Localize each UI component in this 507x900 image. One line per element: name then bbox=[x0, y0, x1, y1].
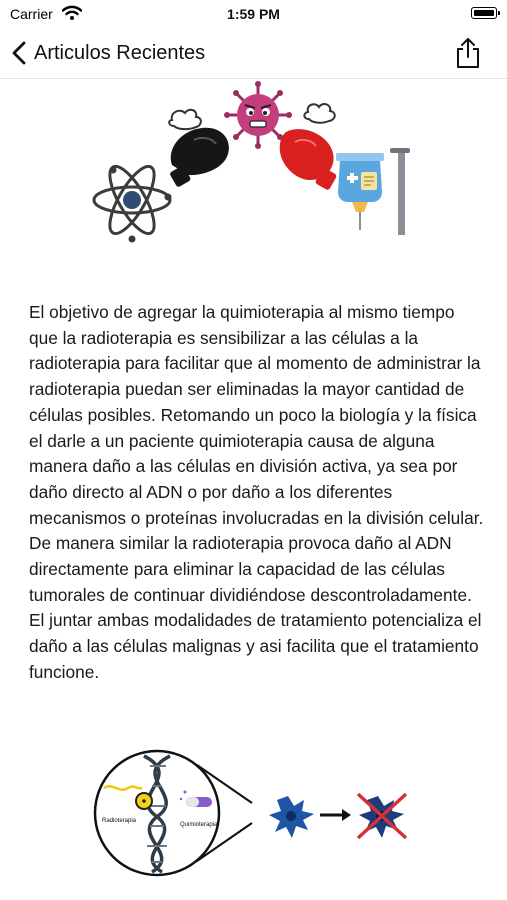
label-radioterapia: Radioterapia bbox=[102, 818, 137, 824]
destroyed-cell-icon bbox=[358, 794, 406, 838]
iv-drip-icon bbox=[336, 148, 410, 235]
smoke-puff-right-icon bbox=[304, 104, 334, 123]
page-title: Articulos Recientes bbox=[34, 41, 206, 64]
back-button[interactable] bbox=[12, 38, 205, 68]
black-boxing-glove-icon bbox=[169, 128, 229, 188]
status-time: 1:59 PM bbox=[227, 6, 280, 22]
combined-therapy-illustration bbox=[92, 748, 422, 878]
carrier-label: Carrier bbox=[10, 6, 53, 22]
red-boxing-glove-icon bbox=[280, 129, 338, 191]
radiochemo-illustration bbox=[90, 80, 415, 250]
arrow-right-icon bbox=[320, 809, 351, 821]
chevron-left-icon bbox=[12, 41, 26, 65]
atom-icon bbox=[94, 161, 172, 243]
share-icon[interactable] bbox=[455, 37, 481, 69]
article-body: El objetivo de agregar la quimioterapia al mismo tiempo que la radioterapia es sensibilizar a las células a la radioterapia para facilitar que al momento de administrar la radioterapia puedan ser eliminadas la mayor cantidad de células posibles. Retomando un poco la biología y la física el darle a un paciente quimioterapia causa de alguna manera daño a las células en división activa, ya sea por daño directo al ADN o por daño a los diferentes mecanismos o proteínas involucradas en la división celular. De manera similar la radioterapia provoca daño al ADN directamente para eliminar la capacidad de las células tumorales de continuar dividiéndose descontroladamente. El juntar ambas modalidades de tratamiento potencializa el daño a las células malignas y asi facilita que el tratamiento funcione. bbox=[29, 302, 484, 682]
battery-icon bbox=[471, 7, 497, 19]
navigation-bar bbox=[0, 28, 507, 79]
status-bar bbox=[0, 0, 507, 28]
therapy-circle bbox=[95, 751, 252, 875]
smoke-puff-left-icon bbox=[169, 110, 201, 129]
cancer-cell-icon bbox=[269, 796, 314, 838]
label-quimioterapia: Quimioterapia bbox=[180, 822, 218, 828]
